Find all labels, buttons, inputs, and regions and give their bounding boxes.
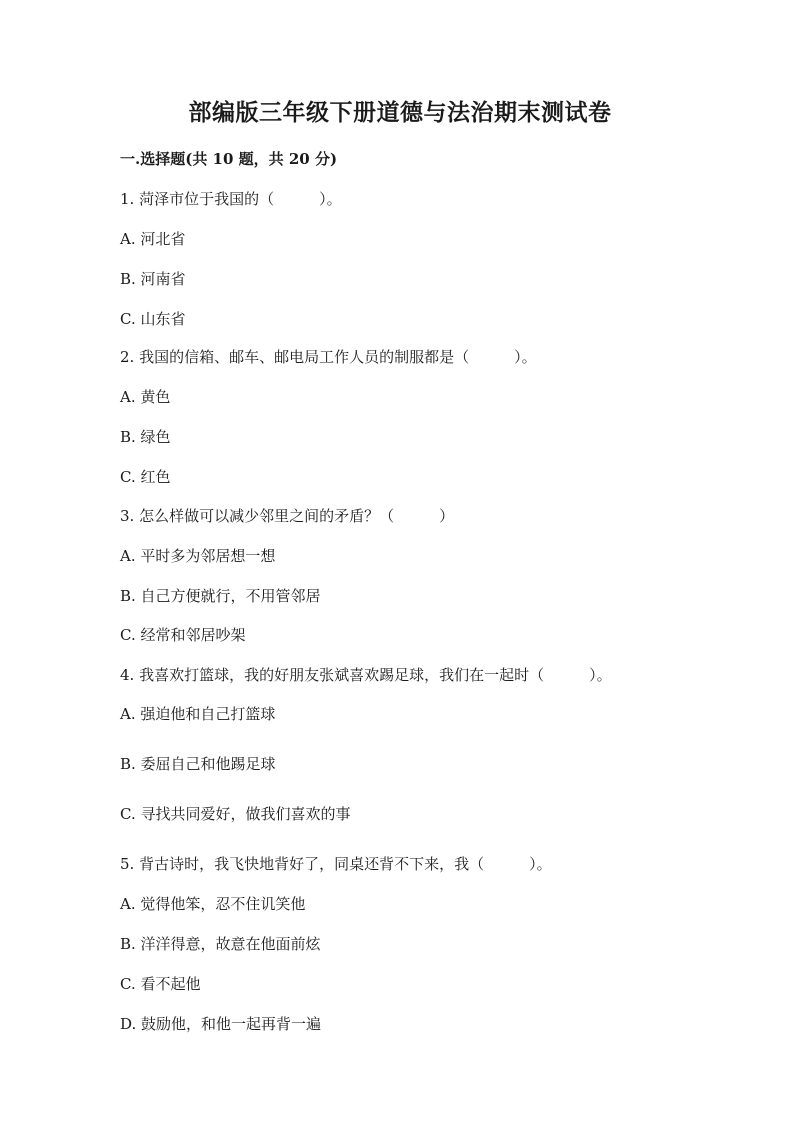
question-2-option-c: C. 红色	[120, 468, 171, 486]
question-5-option-a: A. 觉得他笨，忍不住讥笑他	[120, 895, 306, 913]
page-title: 部编版三年级下册道德与法治期末测试卷	[188, 99, 612, 126]
section-heading: 一.选择题(共 10 题，共 20 分)	[120, 150, 338, 168]
question-3-option-c: C. 经常和邻居吵架	[120, 626, 246, 644]
question-5-option-b: B. 洋洋得意，故意在他面前炫	[120, 935, 321, 953]
question-1-option-a: A. 河北省	[120, 230, 186, 248]
question-2-option-a: A. 黄色	[120, 388, 171, 406]
question-2-option-b: B. 绿色	[120, 428, 171, 446]
question-1-stem: 1. 菏泽市位于我国的（ ）。	[120, 190, 342, 208]
question-4-option-b: B. 委屈自己和他踢足球	[120, 755, 276, 773]
question-1-option-b: B. 河南省	[120, 270, 186, 288]
question-2-stem: 2. 我国的信箱、邮车、邮电局工作人员的制服都是（ ）。	[120, 348, 537, 366]
question-3-option-b: B. 自己方便就行，不用管邻居	[120, 587, 321, 605]
question-5-stem: 5. 背古诗时，我飞快地背好了，同桌还背不下来，我（ ）。	[120, 855, 552, 873]
question-5-option-d: D. 鼓励他，和他一起再背一遍	[120, 1015, 322, 1033]
question-4-option-c: C. 寻找共同爱好，做我们喜欢的事	[120, 805, 351, 823]
question-5-option-c: C. 看不起他	[120, 975, 201, 993]
question-4-option-a: A. 强迫他和自己打篮球	[120, 705, 276, 723]
question-3-option-a: A. 平时多为邻居想一想	[120, 547, 276, 565]
question-3-stem: 3. 怎么样做可以减少邻里之间的矛盾？（ ）	[120, 507, 455, 525]
question-1-option-c: C. 山东省	[120, 310, 186, 328]
question-4-stem: 4. 我喜欢打篮球，我的好朋友张斌喜欢踢足球，我们在一起时（ ）。	[120, 666, 612, 684]
